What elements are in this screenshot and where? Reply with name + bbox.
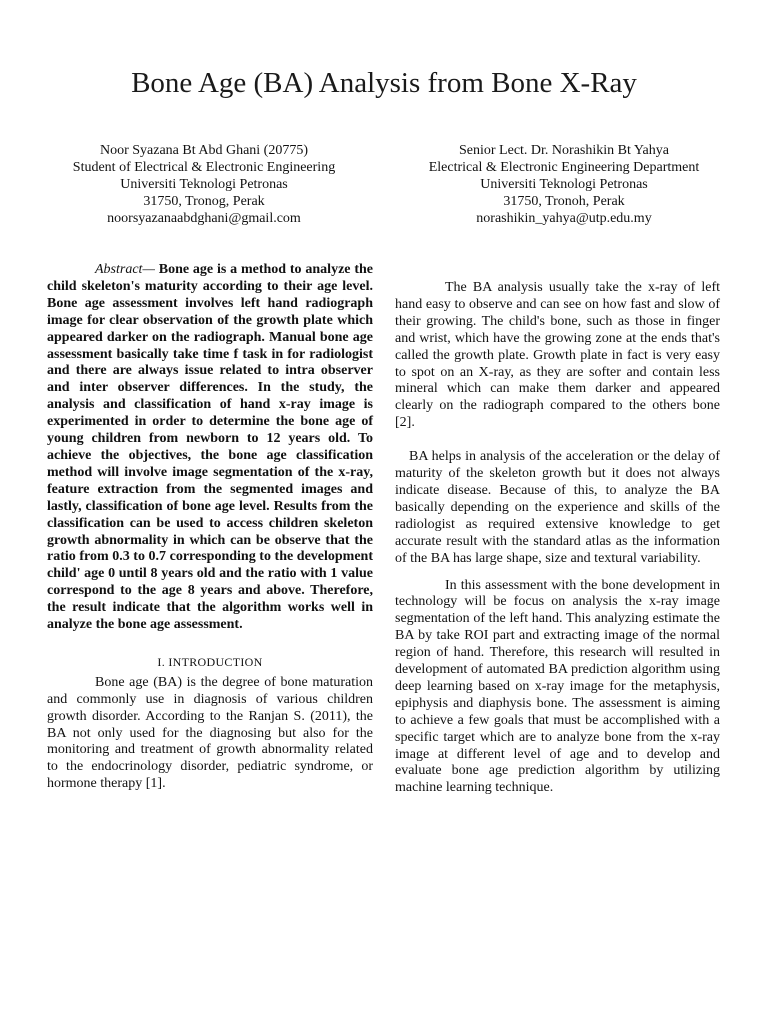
body-paragraph: In this assessment with the bone development in technology will be focus on analysis the x-ray image segmentation of the left hand. This analyzing estimate the BA by take ROI part and extracting image of the normal region of hand. Therefore, this research will resulted in development of automated BA prediction algorithm using deep learning based on x-ray image for the metaphysis, epiphysis and diaphysis bone. The assessment is aiming to achieve a few goals that must be accomplished with a specific target which are to analyze bone from the x-ray image at different level of age and to develop and evaluate bone age prediction algorithm by utilizing machine learning technique. — [395, 577, 720, 796]
body-paragraph: The BA analysis usually take the x-ray of left hand easy to observe and can see on how fast and slow of their growing. The child's bone, such as those in finger and wrist, which have the growing zone at the ends that's called the growth plate. Growth plate in fact is very easy to spot on an X-ray, as they are softer and contain less mineral which can make them darker and appeared clearly on the radiograph compared to the others bone [2]. — [395, 280, 720, 431]
author-role: Student of Electrical & Electronic Engineering — [72, 160, 336, 175]
author-role: Electrical & Electronic Engineering Department — [428, 160, 700, 175]
author-email: noorsyazanaabdghani@gmail.com — [107, 211, 301, 226]
intro-paragraph: Bone age (BA) is the degree of bone maturation and commonly use in diagnosis of various children growth disorder. According to the Ranjan S. (2011), the BA not only used for the diagnosing but also for the monitoring and treatment of growth abnormality related to the endocrinology disorder, pediatric syndrome, or hormone therapy [1]. — [47, 674, 373, 792]
author-address: 31750, Tronoh, Perak — [503, 194, 625, 209]
author-name: Noor Syazana Bt Abd Ghani (20775) — [99, 143, 309, 158]
author-institution: Universiti Teknologi Petronas — [480, 177, 648, 192]
abstract-paragraph — [47, 262, 373, 634]
abstract-text: Bone age is a method to analyze the child skeleton's maturity according to their age level. Bone age assessment involves left hand radiograph image for clear observation of the growth plate which appeared darker on the radiograph. Manual bone age assessment basically take time f task in for radiologist and there are always issue related to intra observer and inter observer differences. In the study, the analysis and classification of hand x-ray image is experimented in order to determine the bone age of young children from newborn to 12 years old. To achieve the objectives, the bone age classification method will involve image segmentation of the x-ray, feature extraction from the segmented images and lastly, classification of bone age level. Results from the classification can be used to access children skeleton growth abnormality in which can be observe that the ratio from 0.3 to 0.7 corresponding to the development child' age 0 until 8 years old and the ratio with 1 value correspond to the age 8 years and above. Therefore, the result indicate that the algorithm works well in analyze the bone age assessment. — [47, 262, 373, 633]
paper-title: Bone Age (BA) Analysis from Bone X-Ray — [131, 67, 637, 99]
section-heading-introduction: I. INTRODUCTION — [157, 654, 263, 669]
author-institution: Universiti Teknologi Petronas — [120, 177, 288, 192]
author-email: norashikin_yahya@utp.edu.my — [476, 211, 652, 226]
left-column — [47, 262, 373, 793]
author-block-2 — [394, 142, 734, 227]
abstract-label: Abstract— — [95, 262, 155, 277]
body-paragraph: BA helps in analysis of the acceleration or the delay of maturity of the skeleton growth but it does not always indicate disease. Because of this, to analyze the BA basically depending on the experience and skills of the radiologist as required extensive knowledge to get accurate result with the standard atlas as the information of the BA has large shape, size and textural variability. — [395, 449, 720, 566]
author-block-1 — [34, 142, 374, 227]
author-address: 31750, Tronog, Perak — [143, 194, 265, 209]
author-name: Senior Lect. Dr. Norashikin Bt Yahya — [459, 143, 669, 158]
right-column — [395, 280, 720, 797]
